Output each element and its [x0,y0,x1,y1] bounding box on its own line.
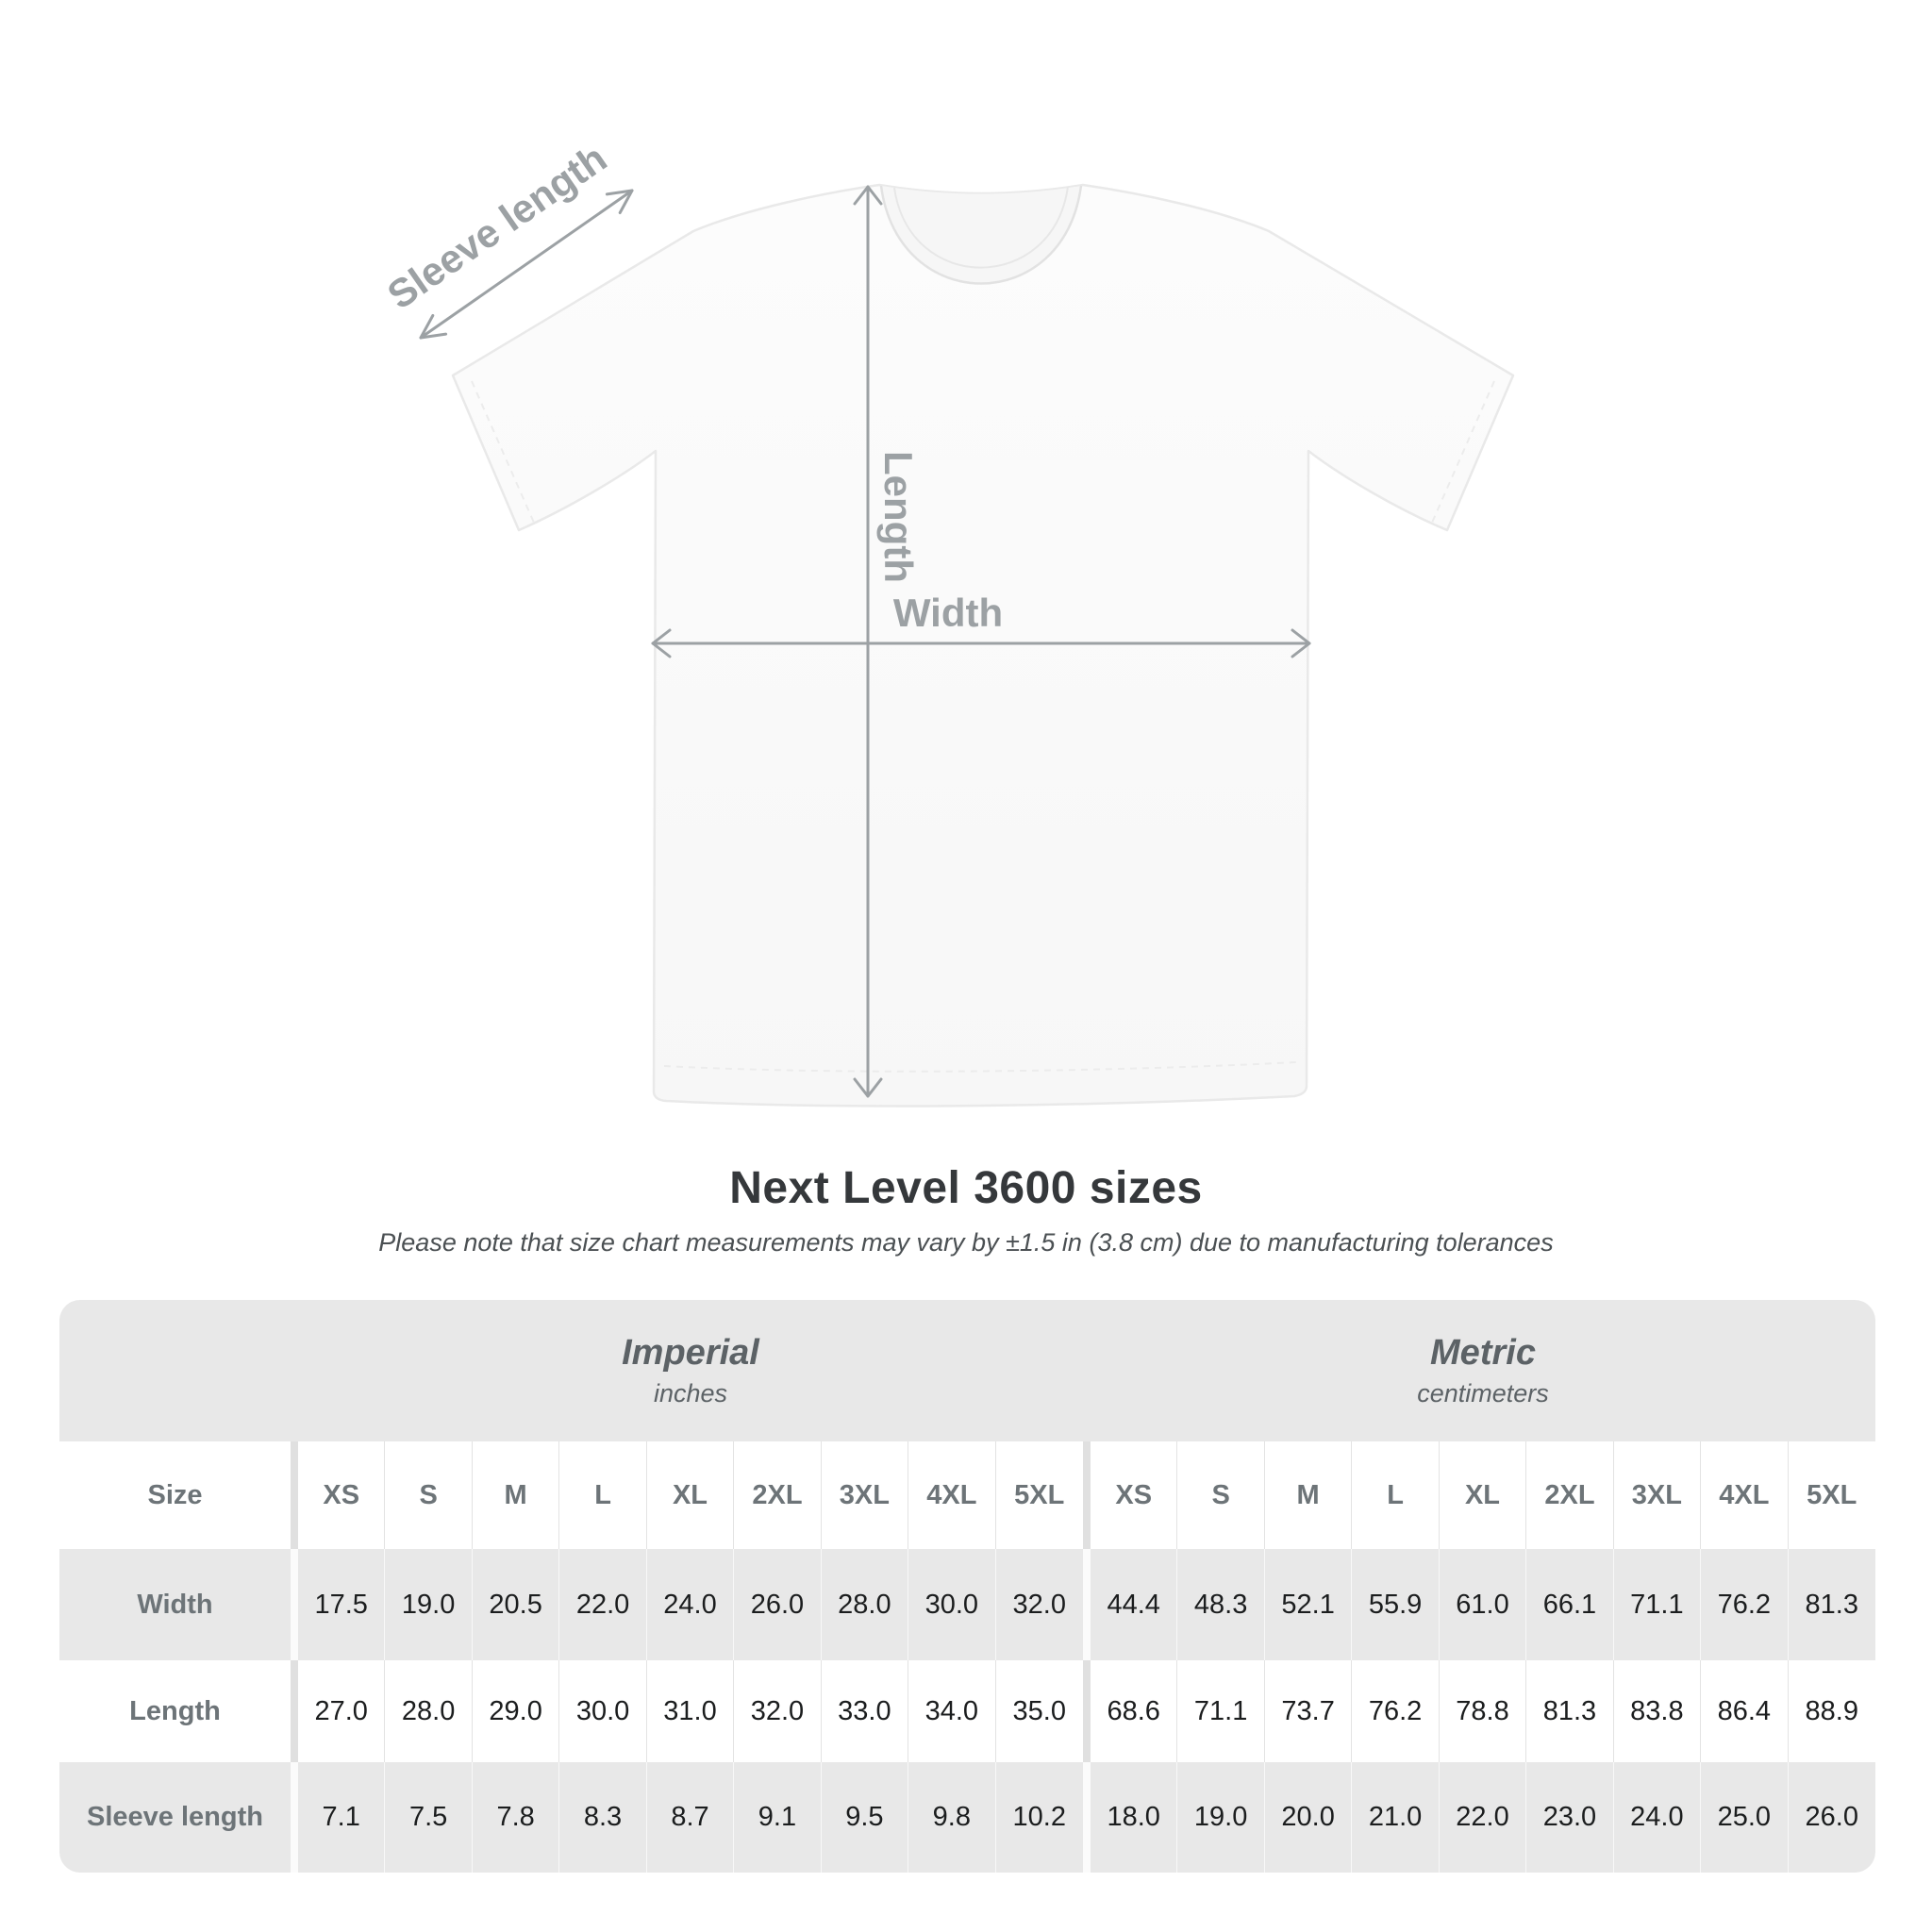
value-cell: 24.0 [1614,1762,1701,1873]
size-header-cell: M [1265,1441,1352,1549]
value-cell: 7.8 [473,1762,559,1873]
sleeve-length-label: Sleeve length [379,135,615,318]
unit-header-band [59,1300,1875,1441]
size-header-cell: XL [1440,1441,1526,1549]
value-cell: 35.0 [996,1660,1083,1762]
value-cell: 22.0 [1440,1762,1526,1873]
value-cell: 32.0 [734,1660,821,1762]
value-cell: 71.1 [1614,1549,1701,1660]
size-table [59,1300,1875,1873]
column-gap [1083,1660,1091,1762]
size-header-cell: 5XL [996,1441,1083,1549]
size-header-cell: 4XL [1701,1441,1788,1549]
value-cell: 31.0 [647,1660,734,1762]
size-header-cell: 2XL [734,1441,821,1549]
length-label: Length [876,451,921,583]
value-cell: 22.0 [559,1549,646,1660]
value-cell: 61.0 [1440,1549,1526,1660]
value-cell: 8.7 [647,1762,734,1873]
length-imperial-values [298,1660,1083,1762]
size-header-cell: S [385,1441,472,1549]
column-gap [291,1549,298,1660]
size-header-cell: XS [298,1441,385,1549]
value-cell: 10.2 [996,1762,1083,1873]
size-header-row [59,1441,1875,1549]
value-cell: 26.0 [1789,1762,1875,1873]
value-cell: 30.0 [559,1660,646,1762]
value-cell: 7.1 [298,1762,385,1873]
value-cell: 73.7 [1265,1660,1352,1762]
value-cell: 68.6 [1091,1660,1177,1762]
value-cell: 76.2 [1701,1549,1788,1660]
metric-size-headers [1091,1441,1875,1549]
length-metric-values [1091,1660,1875,1762]
metric-unit-label: centimeters [1417,1379,1549,1407]
value-cell: 32.0 [996,1549,1083,1660]
column-gap [291,1441,298,1549]
size-header-cell: M [473,1441,559,1549]
unit-group-metric [1091,1300,1875,1441]
unit-group-imperial [298,1300,1083,1441]
value-cell: 9.8 [908,1762,995,1873]
value-cell: 30.0 [908,1549,995,1660]
width-label: Width [892,591,1004,635]
value-cell: 55.9 [1352,1549,1439,1660]
value-cell: 86.4 [1701,1660,1788,1762]
value-cell: 8.3 [559,1762,646,1873]
column-gap [291,1762,298,1873]
width-row [59,1549,1875,1660]
size-header-cell: XL [647,1441,734,1549]
length-row-label: Length [59,1660,291,1762]
size-header-cell: S [1177,1441,1264,1549]
sleeve-imperial-values [298,1762,1083,1873]
imperial-label: Imperial [622,1333,759,1373]
value-cell: 71.1 [1177,1660,1264,1762]
value-cell: 78.8 [1440,1660,1526,1762]
value-cell: 28.0 [822,1549,908,1660]
sleeve-metric-values [1091,1762,1875,1873]
size-header-cell: 2XL [1526,1441,1613,1549]
column-gap [1083,1549,1091,1660]
value-cell: 81.3 [1789,1549,1875,1660]
value-cell: 26.0 [734,1549,821,1660]
size-header-cell: L [559,1441,646,1549]
value-cell: 25.0 [1701,1762,1788,1873]
column-gap [1083,1762,1091,1873]
value-cell: 18.0 [1091,1762,1177,1873]
size-header-cell: XS [1091,1441,1177,1549]
value-cell: 34.0 [908,1660,995,1762]
value-cell: 52.1 [1265,1549,1352,1660]
value-cell: 33.0 [822,1660,908,1762]
value-cell: 17.5 [298,1549,385,1660]
value-cell: 76.2 [1352,1660,1439,1762]
value-cell: 66.1 [1526,1549,1613,1660]
size-header-cell: 4XL [908,1441,995,1549]
size-row-label: Size [59,1441,291,1549]
value-cell: 23.0 [1526,1762,1613,1873]
metric-label: Metric [1430,1333,1536,1373]
tshirt-illustration [453,185,1513,1106]
sleeve-length-row [59,1762,1875,1873]
page-title: Next Level 3600 sizes [729,1163,1203,1213]
value-cell: 29.0 [473,1660,559,1762]
size-header-cell: 3XL [1614,1441,1701,1549]
value-cell: 20.5 [473,1549,559,1660]
value-cell: 21.0 [1352,1762,1439,1873]
size-header-cell: 3XL [822,1441,908,1549]
value-cell: 81.3 [1526,1660,1613,1762]
value-cell: 9.5 [822,1762,908,1873]
band-gap [1083,1300,1091,1441]
value-cell: 27.0 [298,1660,385,1762]
value-cell: 19.0 [1177,1762,1264,1873]
width-row-label: Width [59,1549,291,1660]
column-gap [291,1660,298,1762]
width-metric-values [1091,1549,1875,1660]
value-cell: 88.9 [1789,1660,1875,1762]
imperial-size-headers [298,1441,1083,1549]
value-cell: 20.0 [1265,1762,1352,1873]
tolerance-note: Please note that size chart measurements may vary by ±1.5 in (3.8 cm) due to manufacturing tolerances [378,1228,1554,1257]
value-cell: 7.5 [385,1762,472,1873]
imperial-unit-label: inches [653,1379,728,1407]
value-cell: 83.8 [1614,1660,1701,1762]
value-cell: 28.0 [385,1660,472,1762]
value-cell: 24.0 [647,1549,734,1660]
sleeve-row-label: Sleeve length [59,1762,291,1873]
size-header-cell: L [1352,1441,1439,1549]
value-cell: 48.3 [1177,1549,1264,1660]
band-spacer [59,1300,298,1441]
value-cell: 19.0 [385,1549,472,1660]
size-header-cell: 5XL [1789,1441,1875,1549]
length-row [59,1660,1875,1762]
value-cell: 9.1 [734,1762,821,1873]
column-gap [1083,1441,1091,1549]
width-imperial-values [298,1549,1083,1660]
value-cell: 44.4 [1091,1549,1177,1660]
